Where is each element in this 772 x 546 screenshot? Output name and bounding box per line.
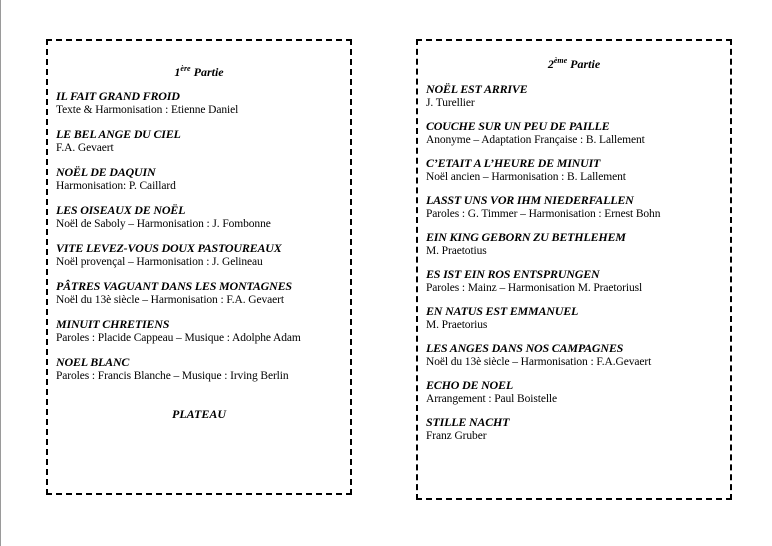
song-entry bbox=[426, 156, 722, 184]
song-entry bbox=[426, 378, 722, 406]
song-entry bbox=[426, 304, 722, 332]
song-title: NOEL BLANC bbox=[56, 355, 130, 369]
intermission-label: PLATEAU bbox=[171, 407, 226, 421]
song-credit: Noël de Saboly – Harmonisation : J. Fombonne bbox=[56, 218, 271, 230]
song-credit: Franz Gruber bbox=[426, 430, 487, 442]
part-2-title bbox=[426, 57, 722, 71]
song-entry bbox=[56, 89, 342, 117]
song-title: STILLE NACHT bbox=[426, 415, 510, 429]
song-title: LASST UNS VOR IHM NIEDERFALLEN bbox=[426, 193, 634, 207]
song-title: LE BEL ANGE DU CIEL bbox=[56, 127, 181, 141]
song-entry bbox=[426, 341, 722, 369]
program-part-2 bbox=[416, 39, 732, 500]
song-credit: Noël du 13è siècle – Harmonisation : F.A. Gevaert bbox=[56, 294, 284, 306]
song-entry bbox=[56, 203, 342, 231]
song-entry bbox=[426, 415, 722, 443]
song-title: IL FAIT GRAND FROID bbox=[56, 89, 180, 103]
song-title: ECHO DE NOEL bbox=[426, 378, 513, 392]
song-entry bbox=[426, 267, 722, 295]
song-entry bbox=[426, 193, 722, 221]
song-title: EN NATUS EST EMMANUEL bbox=[426, 304, 579, 318]
song-credit: Paroles : G. Timmer – Harmonisation : Ernest Bohn bbox=[426, 208, 661, 220]
song-entry bbox=[56, 165, 342, 193]
song-entry bbox=[426, 230, 722, 258]
song-title: C’ETAIT A L’HEURE DE MINUIT bbox=[426, 156, 601, 170]
song-title: COUCHE SUR UN PEU DE PAILLE bbox=[426, 119, 610, 133]
song-credit: Noël provençal – Harmonisation : J. Gelineau bbox=[56, 256, 263, 268]
song-title: NOËL DE DAQUIN bbox=[56, 165, 156, 179]
song-credit: J. Turellier bbox=[426, 97, 475, 109]
page-edge-line bbox=[0, 0, 1, 546]
song-credit: Harmonisation: P. Caillard bbox=[56, 180, 176, 192]
part-2-title-word: Partie bbox=[567, 57, 601, 71]
song-title: NOËL EST ARRIVE bbox=[426, 82, 528, 96]
song-credit: F.A. Gevaert bbox=[56, 142, 114, 154]
part-2-title-ordinal: ème bbox=[553, 56, 568, 65]
program-part-1 bbox=[46, 39, 352, 495]
song-credit: Paroles : Francis Blanche – Musique : Irving Berlin bbox=[56, 370, 289, 382]
song-credit: Texte & Harmonisation : Etienne Daniel bbox=[56, 104, 239, 116]
song-entry bbox=[56, 241, 342, 269]
song-credit: Noël du 13è siècle – Harmonisation : F.A.Gevaert bbox=[426, 356, 652, 368]
song-title: EIN KING GEBORN ZU BETHLEHEM bbox=[426, 230, 626, 244]
song-credit: Paroles : Mainz – Harmonisation M. Praetoriusl bbox=[426, 282, 643, 294]
song-credit: Noël ancien – Harmonisation : B. Lallement bbox=[426, 171, 626, 183]
part-2-title-number: 2 bbox=[547, 57, 554, 71]
song-title: VITE LEVEZ-VOUS DOUX PASTOUREAUX bbox=[56, 241, 282, 255]
song-credit: Paroles : Placide Cappeau – Musique : Adolphe Adam bbox=[56, 332, 301, 344]
song-entry bbox=[56, 279, 342, 307]
song-title: LES OISEAUX DE NOËL bbox=[56, 203, 186, 217]
part-1-title-word: Partie bbox=[190, 65, 224, 79]
song-entry bbox=[56, 317, 342, 345]
song-entry bbox=[426, 119, 722, 147]
song-credit: Arrangement : Paul Boistelle bbox=[426, 393, 558, 405]
part-1-title-number: 1 bbox=[174, 65, 181, 79]
song-credit: Anonyme – Adaptation Française : B. Lallement bbox=[426, 134, 645, 146]
song-title: LES ANGES DANS NOS CAMPAGNES bbox=[426, 341, 624, 355]
song-credit: M. Praetotius bbox=[426, 245, 487, 257]
song-entry bbox=[56, 127, 342, 155]
song-credit: M. Praetorius bbox=[426, 319, 488, 331]
song-entry bbox=[426, 82, 722, 110]
song-title: ES IST EIN ROS ENTSPRUNGEN bbox=[426, 267, 600, 281]
song-title: MINUIT CHRETIENS bbox=[56, 317, 170, 331]
part-1-title-ordinal: ère bbox=[180, 64, 191, 73]
song-title: PÂTRES VAGUANT DANS LES MONTAGNES bbox=[56, 279, 292, 293]
song-entry bbox=[56, 355, 342, 383]
part-1-title bbox=[56, 65, 342, 79]
